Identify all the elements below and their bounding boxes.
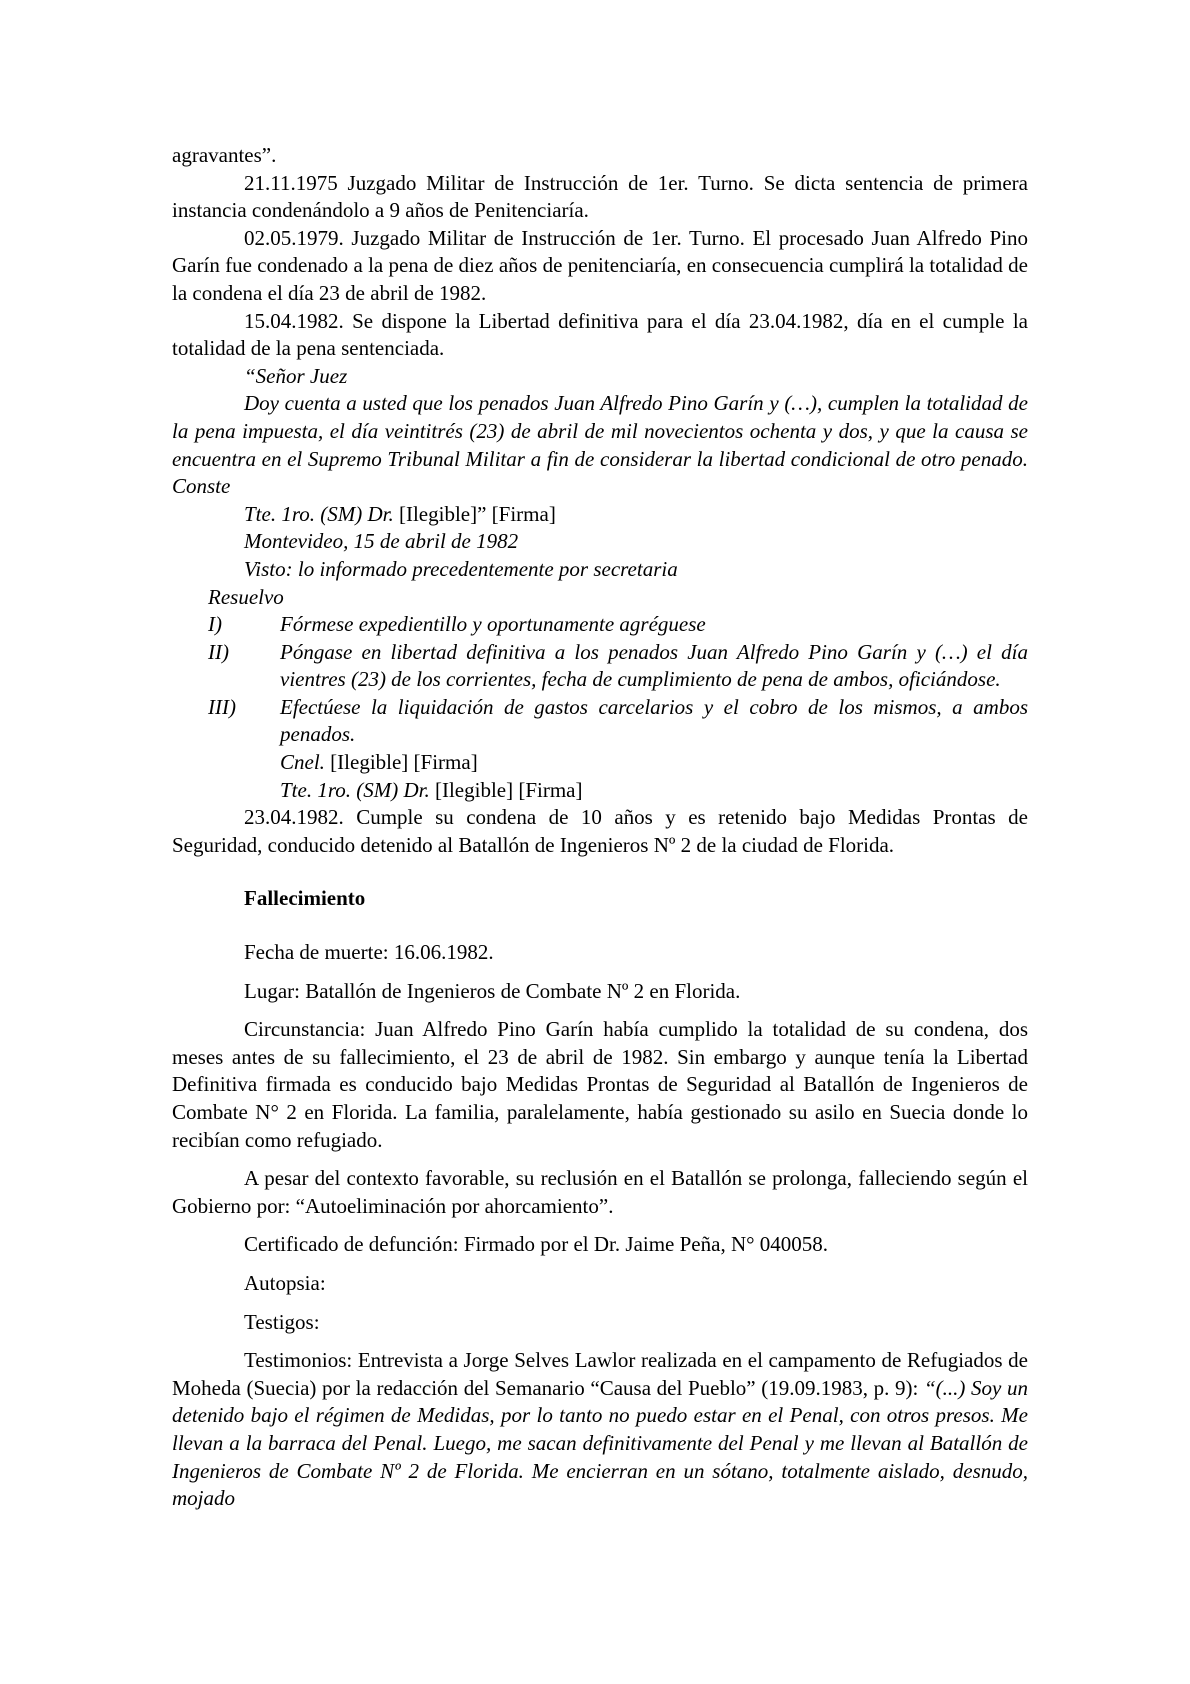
list-item-text: Póngase en libertad definitiva a los penados Juan Alfredo Pino Garín y (…) el día vientres (23) de los corrientes, fecha de cumplimiento de pena de ambos, oficiándose. <box>280 639 1028 692</box>
paragraph-testimonios <box>172 1347 1028 1513</box>
paragraph-certificado: Certificado de defunción: Firmado por el Dr. Jaime Peña, N° 040058. <box>244 1232 829 1257</box>
list-item <box>208 611 1028 639</box>
paragraph-lugar: Lugar: Batallón de Ingenieros de Combate Nº 2 en Florida. <box>244 978 741 1003</box>
paragraph-1979: 02.05.1979. Juzgado Militar de Instrucción de 1er. Turno. El procesado Juan Alfredo Pino Garín fue condenado a la pena de diez años de penitenciaría, en consecuencia cumplirá la totalidad de la condena el día 23 de abril de 1982. <box>172 225 1028 305</box>
quote-tte-rank: Tte. 1ro. (SM) Dr. <box>244 501 394 526</box>
list-item-number: I) <box>208 612 222 637</box>
paragraph-circunstancia: Circunstancia: Juan Alfredo Pino Garín había cumplido la totalidad de su condena, dos meses antes de su fallecimiento, el 23 de abril de 1982. Sin embargo y aunque tenía la Libertad Definitiva firmada es conducido bajo Medidas Prontas de Seguridad al Batallón de Ingenieros de Combate N° 2 en Florida. La familia, paralelamente, había gestionado su asilo en Suecia donde lo recibían como refugiado. <box>172 1017 1028 1152</box>
paragraph-1975: 21.11.1975 Juzgado Militar de Instrucción de 1er. Turno. Se dicta sentencia de primera instancia condenándolo a 9 años de Penitenciaría. <box>172 170 1028 223</box>
quote-montevideo <box>172 528 1028 556</box>
quote-doy-cuenta-text: Doy cuenta a usted que los penados Juan Alfredo Pino Garín y (…), cumplen la totalidad de la pena impuesta, el día veintitrés (23) de abril de mil novecientos ochenta y dos, y que la causa se encuentra en el Supremo Tribunal Militar a fin de considerar la libertad condicional de otro penado. Conste <box>172 391 1028 499</box>
signature-cnel <box>172 749 1028 777</box>
list-item-text: Fórmese expedientillo y oportunamente agréguese <box>280 612 706 637</box>
signature-tte-rank: Tte. 1ro. (SM) Dr. <box>280 777 430 802</box>
paragraph-15041982: 15.04.1982. Se dispone la Libertad definitiva para el día 23.04.1982, día en el cumple la totalidad de la pena sentenciada. <box>172 308 1028 361</box>
signature-tte <box>172 777 1028 805</box>
document-page <box>172 142 1028 1513</box>
list-item <box>208 639 1028 694</box>
list-item <box>208 694 1028 749</box>
paragraph-autopsia: Autopsia: <box>244 1270 326 1295</box>
resolution-list <box>208 611 1028 749</box>
quote-senor-juez <box>172 363 1028 391</box>
testimonios-intro: Testimonios: Entrevista a Jorge Selves Lawlor realizada en el campamento de Refugiados de Moheda (Suecia) por la redacción del Semanario “Causa del Pueblo” (19.09.1983, p. 9): <box>172 1348 1028 1400</box>
testimonios-quote: “(...) Soy un detenido bajo el régimen de Medidas, por lo tanto no puedo estar en el Penal, con otros presos. Me llevan a la barraca del Penal. Luego, me sacan definitivamente del Penal y me llevan al Batallón de Ingenieros de Combate Nº 2 de Florida. Me encierran en un sótano, totalmente aislado, desnudo, mojado <box>172 1375 1028 1511</box>
paragraph-agravantes: agravantes”. <box>172 143 277 167</box>
signature-cnel-rank: Cnel. <box>280 750 325 775</box>
paragraph-23041982: 23.04.1982. Cumple su condena de 10 años y es retenido bajo Medidas Prontas de Seguridad, conducido detenido al Batallón de Ingenieros Nº 2 de la ciudad de Florida. <box>172 805 1028 857</box>
quote-tte-rest: [Ilegible]” [Firma] <box>393 501 556 526</box>
paragraph-testigos: Testigos: <box>244 1309 320 1334</box>
paragraph-a-pesar: A pesar del contexto favorable, su reclusión en el Batallón se prolonga, falleciendo según el Gobierno por: “Autoeliminación por ahorcamiento”. <box>172 1166 1028 1218</box>
quote-tte-signature <box>172 501 1028 529</box>
section-heading-fallecimiento: Fallecimiento <box>244 886 366 911</box>
quote-resuelvo: Resuelvo <box>208 584 284 609</box>
quote-visto <box>172 556 1028 584</box>
paragraph-fecha-muerte: Fecha de muerte: 16.06.1982. <box>244 940 494 965</box>
quote-montevideo-text: Montevideo, 15 de abril de 1982 <box>244 529 519 554</box>
list-item-number: III) <box>208 694 236 719</box>
list-item-text: Efectúese la liquidación de gastos carcelarios y el cobro de los mismos, a ambos penados. <box>280 694 1028 747</box>
list-item-number: II) <box>208 639 229 664</box>
signature-tte-rest: [Ilegible] [Firma] <box>429 777 583 802</box>
signature-cnel-rest: [Ilegible] [Firma] <box>324 750 478 775</box>
quote-visto-text: Visto: lo informado precedentemente por secretaria <box>244 556 678 581</box>
quote-doy-cuenta <box>172 390 1028 500</box>
quote-senor-juez-text: “Señor Juez <box>244 363 348 388</box>
